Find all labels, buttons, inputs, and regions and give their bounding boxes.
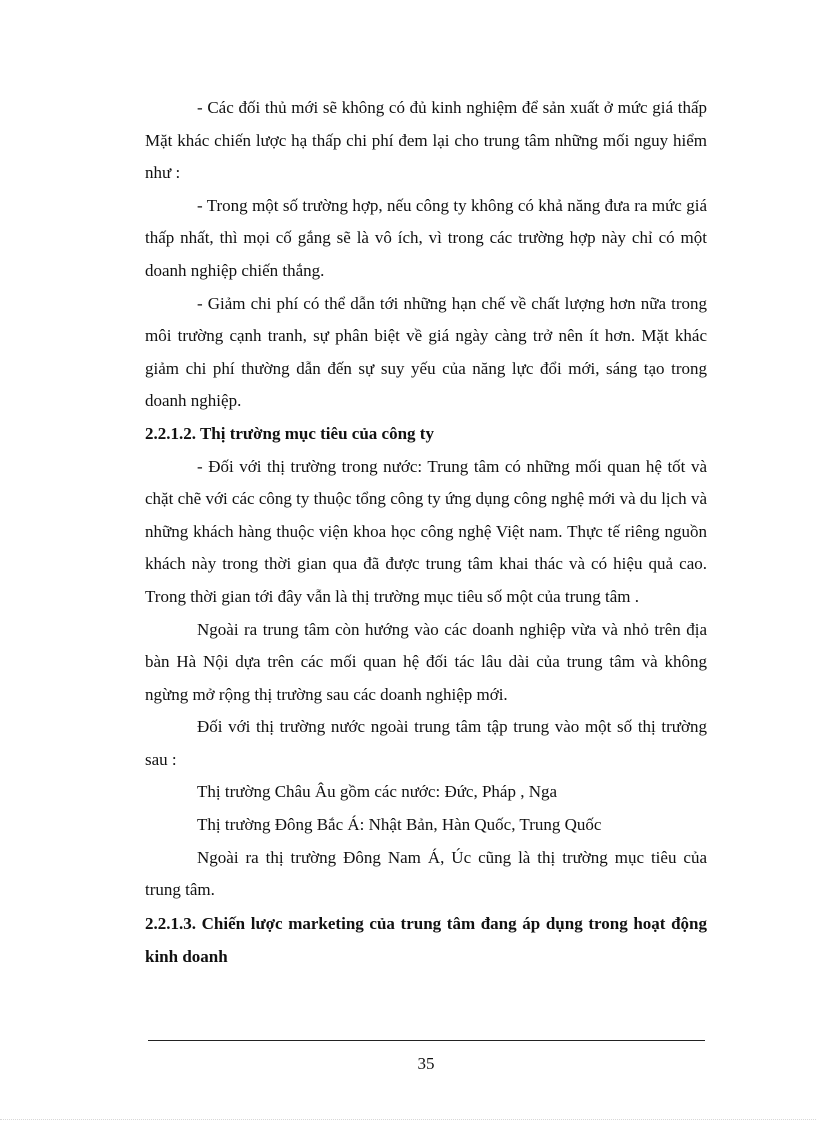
document-body [145, 92, 707, 973]
paragraph-northeast-asia-market: Thị trường Đông Bắc Á: Nhật Bản, Hàn Quốc, Trung Quốc [197, 815, 602, 835]
page-number: 35 [417, 1054, 435, 1073]
section-heading-2-2-1-3: 2.2.1.3. Chiến lược marketing của trung tâm đang áp dụng trong hoạt động kinh doanh [145, 913, 707, 966]
paragraph-new-competitors: - Các đối thủ mới sẽ không có đủ kinh nghiệm để sản xuất ở mức giá thấp Mặt khác chiến lược hạ thấp chi phí đem lại cho trung tâm những mối nguy hiểm như : [145, 98, 707, 183]
paragraph-southeast-asia-market: Ngoài ra thị trường Đông Nam Á, Úc cũng là thị trường mục tiêu của trung tâm. [145, 847, 707, 900]
section-heading-2-2-1-2: 2.2.1.2. Thị trường mục tiêu của công ty [145, 423, 434, 443]
page-bottom-edge [0, 1119, 816, 1120]
footer-divider [148, 1040, 705, 1041]
paragraph-lowest-price: - Trong một số trường hợp, nếu công ty không có khả năng đưa ra mức giá thấp nhất, thì mọi cố gắng sẽ là vô ích, vì trong các trường hợp này chỉ có một doanh nghiệp chiến thắng. [145, 195, 707, 280]
paragraph-cost-reduction: - Giảm chi phí có thể dẫn tới những hạn chế về chất lượng hơn nữa trong môi trường cạnh tranh, sự phân biệt về giá ngày càng trở nên ít hơn. Mặt khác giảm chi phí thường dẫn đến sự suy yếu của năng lực đổi mới, sáng tạo trong doanh nghiệp. [145, 293, 707, 411]
paragraph-foreign-market: Đối với thị trường nước ngoài trung tâm tập trung vào một số thị trường sau : [145, 717, 707, 769]
paragraph-europe-market: Thị trường Châu Âu gồm các nước: Đức, Pháp , Nga [197, 782, 558, 802]
paragraph-domestic-market: - Đối với thị trường trong nước: Trung tâm có những mối quan hệ tốt và chặt chẽ với các công ty thuộc tổng công ty ứng dụng công nghệ mới và du lịch và những khách hàng thuộc viện khoa học công nghệ Việt nam. Thực tế riêng nguồn khách này trong thời gian qua đã được trung tâm khai thác và có hiệu quả cao. Trong thời gian tới đây vẫn là thị trường mục tiêu số một của trung tâm . [145, 456, 707, 606]
paragraph-sme-market: Ngoài ra trung tâm còn hướng vào các doanh nghiệp vừa và nhỏ trên địa bàn Hà Nội dựa trên các mối quan hệ đối tác lâu dài của trung tâm và không ngừng mở rộng thị trường sau các doanh nghiệp mới. [145, 619, 707, 704]
